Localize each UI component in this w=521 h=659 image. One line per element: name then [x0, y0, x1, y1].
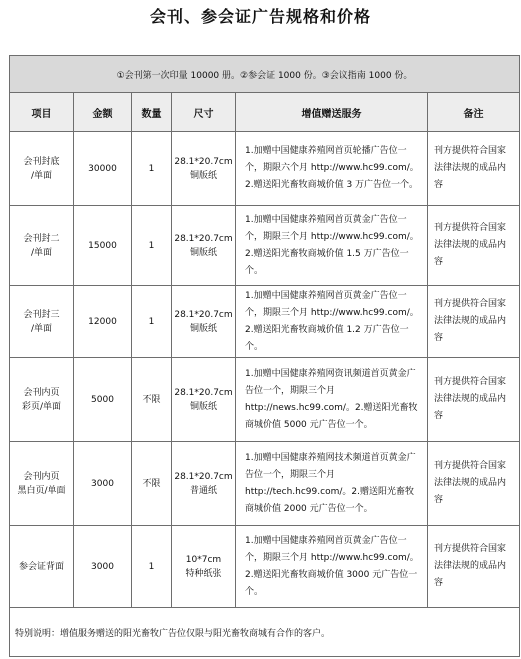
- service-cell: 1.加赠中国健康养殖网首页黄金广告位一个，期限三个月 http://www.hc99.com/。2.赠送阳光畜牧商城价值 3000 元广告位一个。: [236, 526, 428, 608]
- size-cell: [172, 526, 236, 608]
- header-remark: 备注: [428, 93, 520, 132]
- size-paper: 铜版纸: [189, 170, 217, 181]
- item-side: /单面: [30, 170, 53, 181]
- size-paper: 铜版纸: [189, 247, 217, 258]
- size-cell: [172, 206, 236, 286]
- size-paper: 铜版纸: [189, 323, 217, 334]
- header-service: 增值赠送服务: [236, 93, 428, 132]
- table-row: [10, 206, 520, 286]
- quantity-cell: 1: [132, 526, 172, 608]
- size-dimensions: 28.1*20.7cm: [174, 309, 233, 320]
- service-cell: 1.加赠中国健康养殖网首页轮播广告位一个，期限六个月 http://www.hc99.com/。2.赠送阳光畜牧商城价值 3 万广告位一个。: [236, 132, 428, 206]
- item-cell: [10, 132, 74, 206]
- item-cell: [10, 526, 74, 608]
- quantity-cell: 1: [132, 286, 172, 358]
- amount-cell: 3000: [74, 442, 132, 526]
- quantity-cell: 不限: [132, 358, 172, 442]
- header-quantity: 数量: [132, 93, 172, 132]
- size-cell: [172, 132, 236, 206]
- remark-cell: 刊方提供符合国家法律法规的成品内容: [428, 442, 520, 526]
- size-dimensions: 28.1*20.7cm: [174, 233, 233, 244]
- service-cell: 1.加赠中国健康养殖网资讯频道首页黄金广告位一个，期限三个月 http://news.hc99.com/。2.赠送阳光畜牧商城价值 5000 元广告位一个。: [236, 358, 428, 442]
- size-dimensions: 10*7cm: [185, 554, 222, 565]
- amount-cell: 12000: [74, 286, 132, 358]
- remark-cell: 刊方提供符合国家法律法规的成品内容: [428, 132, 520, 206]
- size-dimensions: 28.1*20.7cm: [174, 156, 233, 167]
- remark-cell: 刊方提供符合国家法律法规的成品内容: [428, 286, 520, 358]
- item-name: 会刊内页: [23, 387, 60, 398]
- item-side: /单面: [30, 323, 53, 334]
- size-paper: 特种纸张: [185, 568, 222, 579]
- size-cell: [172, 442, 236, 526]
- amount-cell: 3000: [74, 526, 132, 608]
- table-row: [10, 286, 520, 358]
- item-name: 会刊封三: [23, 309, 60, 320]
- item-name: 会刊封二: [23, 233, 60, 244]
- size-paper: 铜版纸: [189, 401, 217, 412]
- table-row: [10, 442, 520, 526]
- remark-cell: 刊方提供符合国家法律法规的成品内容: [428, 526, 520, 608]
- special-note: 特别说明：增值服务赠送的阳光畜牧广告位仅限与阳光畜牧商城有合作的客户。: [10, 608, 520, 657]
- pricing-table: [9, 55, 520, 657]
- service-cell: 1.加赠中国健康养殖网首页黄金广告位一个，期限三个月 http://www.hc99.com/。2.赠送阳光畜牧商城价值 1.2 万广告位一个。: [236, 286, 428, 358]
- size-cell: [172, 358, 236, 442]
- item-name: 参会证背面: [18, 561, 64, 572]
- item-side: 黑白页/单面: [17, 485, 66, 496]
- table-row: [10, 526, 520, 608]
- header-size: 尺寸: [172, 93, 236, 132]
- item-name: 会刊内页: [23, 471, 60, 482]
- item-cell: [10, 206, 74, 286]
- size-paper: 普通纸: [189, 485, 217, 496]
- remark-cell: 刊方提供符合国家法律法规的成品内容: [428, 206, 520, 286]
- print-run-info: ①会刊第一次印量 10000 册。②参会证 1000 份。③会议指南 1000 份。: [10, 56, 520, 93]
- amount-cell: 30000: [74, 132, 132, 206]
- table-row: [10, 132, 520, 206]
- item-cell: [10, 358, 74, 442]
- item-name: 会刊封底: [23, 156, 60, 167]
- quantity-cell: 1: [132, 206, 172, 286]
- amount-cell: 15000: [74, 206, 132, 286]
- item-side: 彩页/单面: [21, 401, 62, 412]
- table-header-row: [10, 93, 520, 132]
- size-dimensions: 28.1*20.7cm: [174, 387, 233, 398]
- table-row: [10, 358, 520, 442]
- quantity-cell: 不限: [132, 442, 172, 526]
- page-title: 会刊、参会证广告规格和价格: [149, 7, 371, 26]
- amount-cell: 5000: [74, 358, 132, 442]
- size-dimensions: 28.1*20.7cm: [174, 471, 233, 482]
- item-cell: [10, 286, 74, 358]
- remark-cell: 刊方提供符合国家法律法规的成品内容: [428, 358, 520, 442]
- header-amount: 金额: [74, 93, 132, 132]
- service-cell: 1.加赠中国健康养殖网技术频道首页黄金广告位一个，期限三个月 http://tech.hc99.com/。2.赠送阳光畜牧商城价值 2000 元广告位一个。: [236, 442, 428, 526]
- quantity-cell: 1: [132, 132, 172, 206]
- size-cell: [172, 286, 236, 358]
- item-cell: [10, 442, 74, 526]
- header-item: 项目: [10, 93, 74, 132]
- service-cell: 1.加赠中国健康养殖网首页黄金广告位一个，期限三个月 http://www.hc99.com/。2.赠送阳光畜牧商城价值 1.5 万广告位一个。: [236, 206, 428, 286]
- item-side: /单面: [30, 247, 53, 258]
